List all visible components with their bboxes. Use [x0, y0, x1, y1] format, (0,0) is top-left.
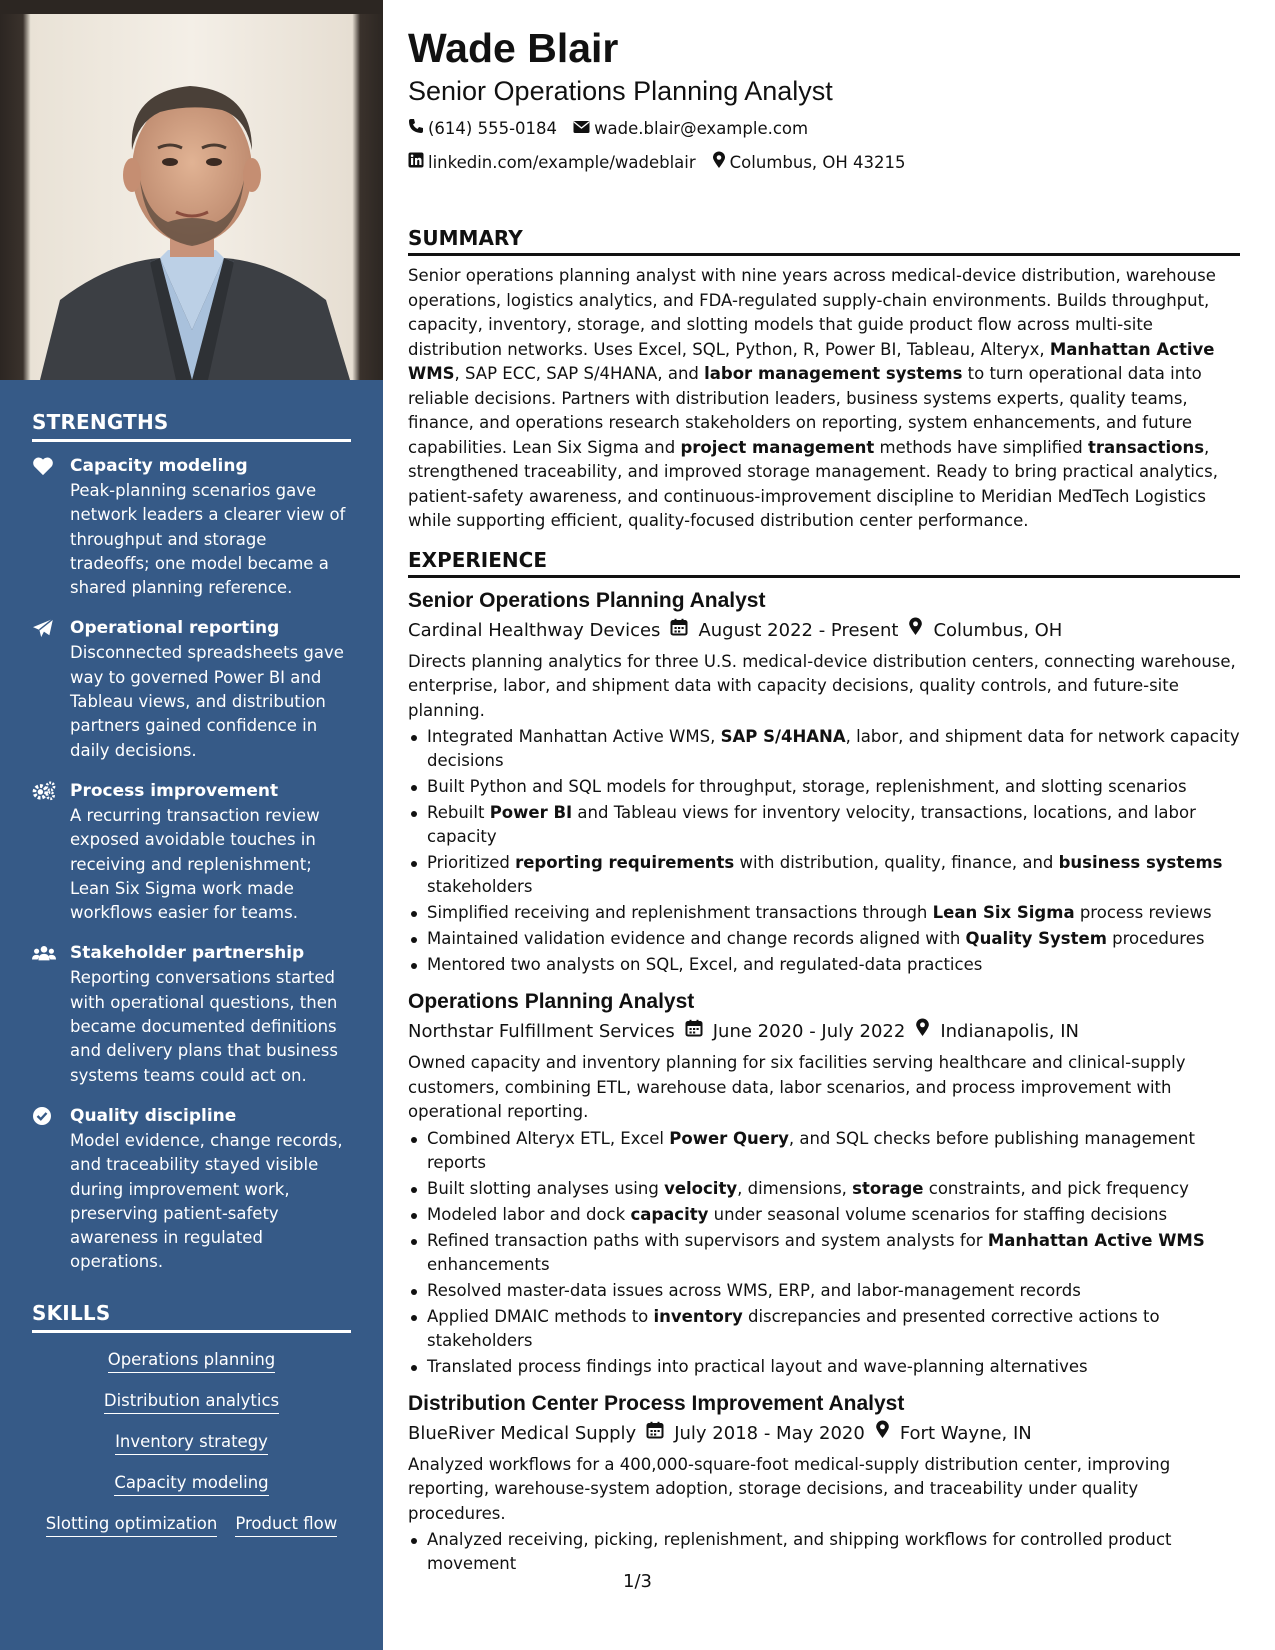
skill-tag: Capacity modeling [114, 1472, 268, 1496]
map-pin-icon [875, 1419, 890, 1449]
skill-tag: Distribution analytics [104, 1390, 279, 1414]
experience-heading: EXPERIENCE [408, 548, 1240, 578]
linkedin-text: linkedin.com/example/wadeblair [428, 152, 696, 172]
bullet-item: Integrated Manhattan Active WMS, SAP S/4HANA, labor, and shipment data for network capacity decisions [408, 725, 1240, 773]
job-location: Fort Wayne, IN [899, 1422, 1032, 1444]
skill-row [32, 1431, 351, 1455]
job-meta [408, 1017, 1240, 1047]
strength-description: A recurring transaction review exposed avoidable touches in receiving and replenishment; Lean Six Sigma work made workflows easier for teams. [70, 805, 320, 923]
bullet-item: Translated process findings into practical layout and wave-planning alternatives [408, 1355, 1240, 1379]
main-content [408, 22, 1240, 1578]
envelope-icon [573, 119, 590, 138]
skill-row [32, 1390, 351, 1414]
candidate-name: Wade Blair [408, 25, 619, 71]
check-circle-icon [32, 1106, 54, 1126]
company-name: BlueRiver Medical Supply [408, 1422, 637, 1444]
strength-title: Stakeholder partnership [70, 943, 305, 964]
bullet-item: Prioritized reporting requirements with distribution, quality, finance, and business systems stakeholders [408, 851, 1240, 899]
profile-photo [0, 0, 383, 380]
bullet-item: Refined transaction paths with supervisors and system analysts for Manhattan Active WMS enhancements [408, 1229, 1240, 1277]
job-entry [408, 987, 1240, 1379]
strength-description: Disconnected spreadsheets gave way to governed Power BI and Tableau views, and distribution partners gained confidence in daily decisions. [70, 643, 344, 760]
bullet-item: Simplified receiving and replenishment transactions through Lean Six Sigma process reviews [408, 901, 1240, 925]
summary-heading: SUMMARY [408, 226, 1240, 256]
strength-item [32, 616, 351, 762]
strength-title: Process improvement [70, 780, 279, 801]
strength-title: Operational reporting [70, 618, 280, 639]
job-dates: July 2018 - May 2020 [674, 1422, 865, 1444]
strength-title: Capacity modeling [70, 456, 248, 476]
company-name: Northstar Fulfillment Services [408, 1021, 675, 1042]
heart-icon [32, 456, 54, 476]
job-location: Columbus, OH [933, 619, 1063, 641]
job-bullets [408, 1127, 1240, 1379]
calendar-icon [646, 1419, 664, 1449]
phone-icon [408, 118, 424, 138]
strength-description: Model evidence, change records, and traceability stayed visible during improvement work, preserving patient-safety awareness in regulated operations. [70, 1130, 343, 1272]
bullet-item: Mentored two analysts on SQL, Excel, and regulated-data practices [408, 953, 1240, 977]
bullet-item: Rebuilt Power BI and Tableau views for inventory velocity, transactions, locations, and labor capacity [408, 801, 1240, 849]
skill-row [32, 1472, 351, 1496]
map-pin-icon [915, 1017, 930, 1047]
email-text: wade.blair@example.com [594, 118, 809, 138]
contact-email[interactable] [573, 119, 808, 138]
skill-tag: Operations planning [108, 1349, 276, 1373]
job-description: Directs planning analytics for three U.S. medical-device distribution centers, connecting warehouse, enterprise, labor, and shipment data with capacity decisions, quality controls, and future-site planning. [408, 651, 1236, 720]
strength-item [32, 779, 351, 925]
skill-tag: Product flow [235, 1513, 337, 1537]
skills-heading: SKILLS [32, 1301, 351, 1333]
bullet-item: Maintained validation evidence and change records aligned with Quality System procedures [408, 927, 1240, 951]
job-title: Operations Planning Analyst [408, 990, 695, 1013]
strength-item [32, 941, 351, 1087]
calendar-icon [685, 1017, 703, 1047]
skill-row [32, 1513, 351, 1537]
map-pin-icon [712, 151, 726, 173]
bullet-item: Built Python and SQL models for throughput, storage, replenishment, and slotting scenarios [408, 775, 1240, 799]
contact-row [408, 116, 1240, 140]
people-group-icon [32, 943, 54, 963]
location-text: Columbus, OH 43215 [729, 152, 906, 172]
gears-icon [32, 781, 54, 801]
job-bullets [408, 725, 1240, 977]
skill-row [32, 1349, 351, 1373]
job-meta [408, 616, 1240, 646]
job-dates: August 2022 - Present [698, 619, 899, 641]
linkedin-icon [408, 152, 424, 172]
page-number: 1/3 [623, 1571, 652, 1592]
job-bullets [408, 1528, 1240, 1576]
bullet-item: Analyzed receiving, picking, replenishment, and shipping workflows for controlled product movement [408, 1528, 1240, 1576]
strengths-heading: STRENGTHS [32, 410, 351, 442]
strength-description: Reporting conversations started with operational questions, then became documented definitions and delivery plans that business systems teams could act on. [70, 968, 338, 1085]
job-entry [408, 1389, 1240, 1577]
job-description: Owned capacity and inventory planning for six facilities serving healthcare and clinical-supply customers, combining ETL, warehouse data, labor scenarios, and process improvement with operational reporting. [408, 1053, 1186, 1121]
job-meta [408, 1419, 1240, 1449]
bullet-item: Modeled labor and dock capacity under seasonal volume scenarios for staffing decisions [408, 1203, 1240, 1227]
summary-text: Senior operations planning analyst with nine years across medical-device distribution, warehouse operations, logistics analytics, and FDA-regulated supply-chain environments. Builds throughput, capacity, inventory, storage, and slotting models that guide product flow across multi-site distribution networks. Uses Excel, SQL, Python, R, Power BI, Tableau, Alteryx, Manhattan Active WMS, SAP ECC, SAP S/4HANA, and labor management systems to turn operational data into reliable decisions. Partners with distribution leaders, business systems experts, quality teams, finance, and operations research stakeholders on reporting, system enhancements, and future capabilities. Lean Six Sigma and project management methods have simplified transactions, strengthened traceability, and improved storage management. Ready to bring practical analytics, patient-safety awareness, and continuous-improvement discipline to Meridian MedTech Logistics while supporting efficient, quality-focused distribution center performance. [408, 266, 1218, 530]
strength-item [32, 1104, 351, 1275]
skill-tag: Inventory strategy [115, 1431, 268, 1455]
job-location: Indianapolis, IN [940, 1021, 1079, 1042]
bullet-item: Resolved master-data issues across WMS, ERP, and labor-management records [408, 1279, 1240, 1303]
candidate-title: Senior Operations Planning Analyst [408, 76, 833, 106]
job-title: Distribution Center Process Improvement Analyst [408, 1391, 905, 1415]
job-title: Senior Operations Planning Analyst [408, 588, 766, 612]
strength-description: Peak-planning scenarios gave network leaders a clearer view of throughput and storage tradeoffs; one model became a shared planning reference. [70, 481, 346, 598]
company-name: Cardinal Healthway Devices [408, 619, 661, 641]
contact-linkedin[interactable] [408, 152, 696, 172]
job-entry [408, 586, 1240, 978]
contact-location [712, 151, 906, 173]
bullet-item: Built slotting analyses using velocity, dimensions, storage constraints, and pick frequency [408, 1177, 1240, 1201]
sidebar [0, 0, 383, 1650]
strength-item [32, 454, 351, 600]
job-dates: June 2020 - July 2022 [712, 1021, 906, 1042]
job-description: Analyzed workflows for a 400,000-square-foot medical-supply distribution center, improving reporting, warehouse-system adoption, storage decisions, and traceability under quality procedures. [408, 1454, 1171, 1523]
paper-plane-icon [32, 618, 54, 638]
phone-text: (614) 555-0184 [428, 118, 558, 138]
map-pin-icon [908, 616, 923, 646]
bullet-item: Applied DMAIC methods to inventory discrepancies and presented corrective actions to stakeholders [408, 1305, 1240, 1353]
bullet-item: Combined Alteryx ETL, Excel Power Query, and SQL checks before publishing management reports [408, 1127, 1240, 1175]
strength-title: Quality discipline [70, 1105, 237, 1126]
skill-tag: Slotting optimization [46, 1513, 218, 1537]
calendar-icon [670, 616, 688, 646]
contact-phone[interactable] [408, 118, 557, 138]
contact-row [408, 150, 1240, 174]
